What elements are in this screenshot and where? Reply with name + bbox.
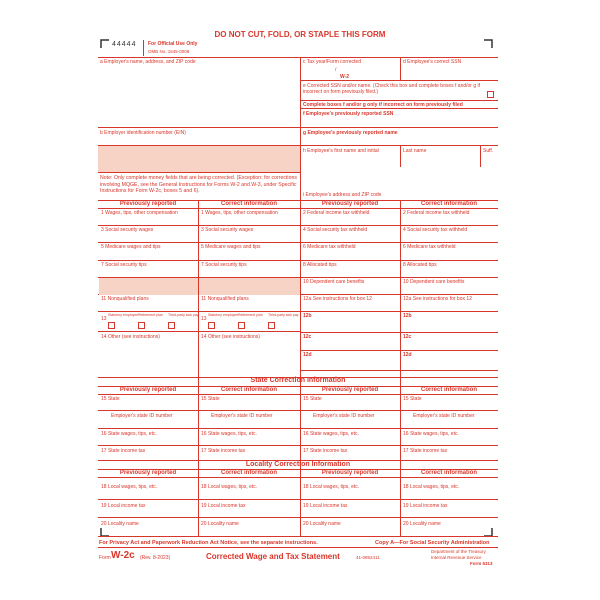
row-divider [98,428,498,429]
state-field-label: 16 State wages, tips, etc. [303,431,359,437]
money-field-label-corr-r-5: 12a See instructions for box 12 [403,296,472,302]
state-corr-1: Correct information [220,387,277,393]
box-h-label: h Employee's first name and initial [303,148,379,154]
box-c-label: c Tax year/Form corrected [303,59,361,65]
state-field-label: 15 State [201,396,220,402]
dept-treasury: Department of the Treasury [431,549,486,554]
loc-corr-1: Correct information [220,470,277,476]
money-field-label-prev-l-1: 3 Social security wages [101,227,154,233]
money-field-label-corr-l-0: 1 Wages, tips, other compensation [201,210,278,216]
box-i-label: i Employee's address and ZIP code [303,192,382,198]
row-divider [98,410,498,411]
row-divider [98,260,498,261]
last-name-label: Last name [403,148,427,154]
money-field-label-corr-r-3: 8 Allocated tips [403,262,437,268]
form-rev: (Rev. 8-2023) [140,555,171,561]
form-code: Form 5313 [470,561,493,566]
box-d-label: d Employee's correct SSN [403,59,462,65]
box-e-label: e Corrected SSN and/or name. (Check this box and complete boxes f and/or g if incorrect on form previously filed.) [303,83,481,95]
locality-field-label: 19 Local income tax [101,503,146,509]
money-field-label-prev-l-5: 11 Nonqualified plans [101,296,149,302]
box12-label-prev: 12c [303,334,312,340]
cat-number: 41-0852411 [356,555,380,560]
row-divider [98,225,498,226]
state-prev-2: Previously reported [321,387,379,393]
state-field-label: 17 State income tax [403,448,448,454]
note-text: Note: Only complete money fields that are being corrected. (Exception: for corrections involving MQGE, see the General Instructions for Forms W-2 and W-3, under Specific Instructions for Form W-2c, boxes 5 and 6). [100,175,297,194]
row-divider [300,332,498,333]
form-name: W-2c [111,550,135,561]
state-field-label: 16 State wages, tips, etc. [201,431,257,437]
suff-label: Suff. [483,148,494,154]
money-field-label-corr-r-2: 6 Medicare tax withheld [403,244,456,250]
locality-field-label: 19 Local income tax [403,503,448,509]
box9-shade-prev [99,278,198,295]
row-divider [98,311,300,312]
w2-label: W-2 [340,74,350,80]
money-field-label-corr-l-2: 5 Medicare wages and tips [201,244,261,250]
locality-field-label: 19 Local income tax [303,503,348,509]
box13-checkbox[interactable] [208,322,215,329]
state-corr-2: Correct information [420,387,477,393]
locality-section-title: Locality Correction Information [245,461,351,468]
money-field-label-corr-l-1: 3 Social security wages [201,227,254,233]
prev-header-1: Previously reported [119,201,177,207]
box13-checkbox[interactable] [108,322,115,329]
irs-label: Internal Revenue Service [431,555,482,560]
box13-check-label: Retirement plan [238,313,263,317]
locality-field-label: 20 Locality name [101,521,139,527]
box12-label-corr: 12c [403,334,412,340]
state-field-label: 15 State [101,396,120,402]
state-field-label: 17 State income tax [201,448,246,454]
row-divider [98,242,498,243]
money-field-label-prev-r-0: 2 Federal income tax withheld [303,210,370,216]
loc-prev-2: Previously reported [321,470,379,476]
box13-label-corr: 13 [201,316,207,322]
box13-checkbox[interactable] [268,322,275,329]
box14-label-corr: 14 Other (see instructions) [201,334,260,340]
locality-field-label: 19 Local income tax [201,503,246,509]
money-field-label-prev-r-4: 10 Dependent care benefits [303,279,365,285]
box13-label-prev: 13 [101,316,107,322]
box-b-label: b Employer identification number (EIN) [100,130,186,136]
privacy-notice: For Privacy Act and Paperwork Reduction Act Notice, see the separate instructions. [99,540,318,546]
money-field-label-corr-r-0: 2 Federal income tax withheld [403,210,470,216]
shaded-area [98,146,300,172]
box13-check-label: Third-party sick pay [268,313,299,317]
money-field-label-corr-r-1: 4 Social security tax withheld [403,227,468,233]
locality-field-label: 18 Local wages, tips, etc. [101,484,158,490]
locality-field-label: 18 Local wages, tips, etc. [303,484,360,490]
box12-label-prev: 12d [303,352,312,358]
locality-field-label: 18 Local wages, tips, etc. [403,484,460,490]
money-field-label-prev-l-0: 1 Wages, tips, other compensation [101,210,178,216]
state-field-label: 17 State income tax [101,448,146,454]
loc-corr-2: Correct information [420,470,477,476]
box13-check-label: Third-party sick pay [168,313,199,317]
corr-header-2: Correct information [420,201,477,207]
state-field-label: 15 State [403,396,422,402]
money-field-label-corr-l-5: 11 Nonqualified plans [201,296,249,302]
state-section-title: State Correction Information [250,377,346,384]
state-field-label: 16 State wages, tips, etc. [101,431,157,437]
box13-check-label: Statutory employee [108,313,139,317]
row-divider [300,370,498,371]
locality-field-label: 20 Locality name [201,521,239,527]
form-word: Form [99,555,111,561]
row-divider [300,350,498,351]
locality-field-label: 20 Locality name [303,521,341,527]
row-divider [98,499,498,500]
form-title: Corrected Wage and Tax Statement [206,552,340,561]
box13-checkbox[interactable] [168,322,175,329]
row-divider [98,445,498,446]
locality-field-label: 20 Locality name [403,521,441,527]
state-field-label: Employer's state ID number [211,413,273,419]
box-g-label: g Employee's previously reported name [303,130,398,136]
box12-label-corr: 12d [403,352,412,358]
copy-a-label: Copy A—For Social Security Administration [375,540,490,546]
state-field-label: Employer's state ID number [313,413,375,419]
prev-header-2: Previously reported [321,201,379,207]
box12-label-corr: 12b [403,313,412,319]
box-a-label: a Employer's name, address, and ZIP code [100,59,196,65]
state-field-label: 15 State [303,396,322,402]
state-field-label: 17 State income tax [303,448,348,454]
box13-check-label: Statutory employee [208,313,239,317]
money-field-label-prev-r-5: 12a See instructions for box 12 [303,296,372,302]
box13-checkbox[interactable] [138,322,145,329]
top-notice: DO NOT CUT, FOLD, OR STAPLE THIS FORM [214,30,386,39]
box-e-checkbox[interactable] [487,91,494,98]
state-field-label: Employer's state ID number [413,413,475,419]
locality-field-label: 18 Local wages, tips, etc. [201,484,258,490]
omb-number: OMB No. 1545-0008 [148,49,190,54]
money-field-label-prev-r-1: 4 Social security tax withheld [303,227,368,233]
box9-shade-corr [199,278,300,295]
state-prev-1: Previously reported [119,387,177,393]
money-field-label-corr-r-4: 10 Dependent care benefits [403,279,465,285]
money-field-label-prev-l-3: 7 Social security tips [101,262,147,268]
box13-checkbox[interactable] [238,322,245,329]
box13-check-label: Retirement plan [138,313,163,317]
w2-slash: / [335,67,337,73]
money-field-label-prev-l-2: 5 Medicare wages and tips [101,244,161,250]
money-field-label-corr-l-3: 7 Social security tips [201,262,247,268]
row-divider [98,517,498,518]
money-field-label-prev-r-2: 6 Medicare tax withheld [303,244,356,250]
money-field-label-prev-r-3: 8 Allocated tips [303,262,337,268]
state-field-label: Employer's state ID number [111,413,173,419]
official-use: For Official Use Only [148,41,198,47]
control-number: 44444 [112,41,137,48]
state-field-label: 16 State wages, tips, etc. [403,431,459,437]
box12-label-prev: 12b [303,313,312,319]
complete-fg-note: Complete boxes f and/or g only if incorrect on form previously filed [303,102,463,108]
box-f-label: f Employee's previously reported SSN [303,111,394,117]
loc-prev-1: Previously reported [119,470,177,476]
corr-header-1: Correct information [220,201,277,207]
box14-label-prev: 14 Other (see instructions) [101,334,160,340]
row-divider [300,311,498,312]
